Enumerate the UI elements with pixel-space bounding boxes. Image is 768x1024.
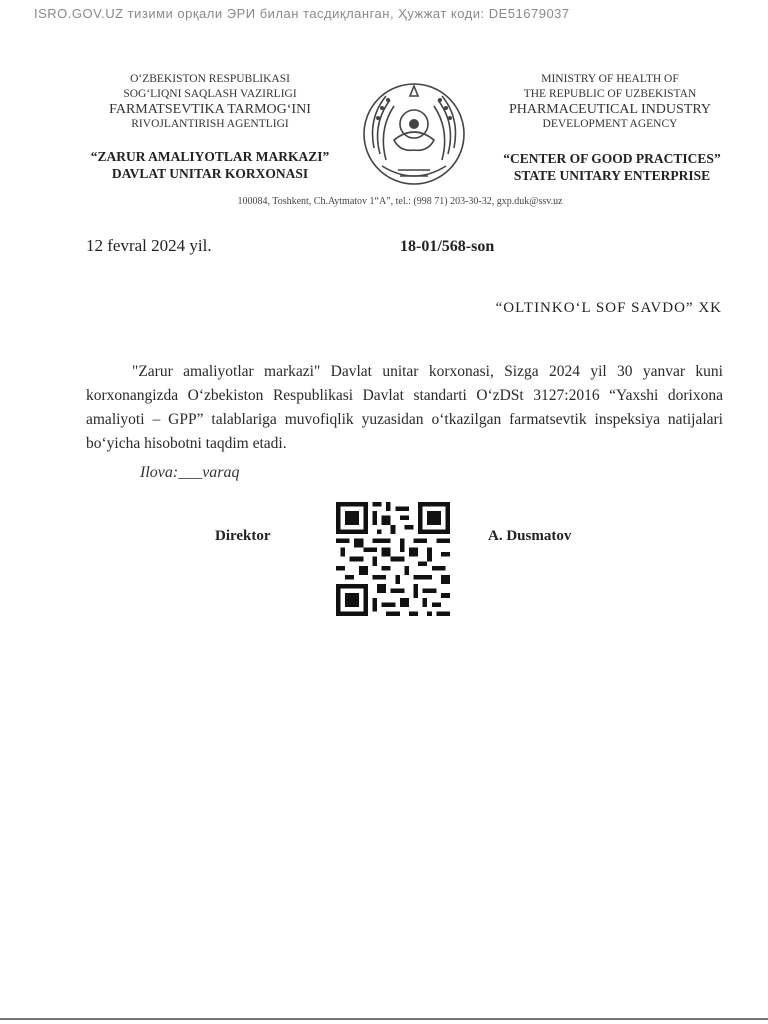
header-left-line4: RIVOJLANTIRISH AGENTLIGI [131, 118, 289, 130]
verification-stamp-text: ISRO.GOV.UZ тизими орқали ЭРИ билан тасдиқланган, Ҳужжат коди: DE51679037 [34, 6, 570, 21]
org-name-uz-line2: DAVLAT UNITAR KORXONASI [111, 166, 309, 181]
state-emblem-icon [358, 78, 470, 190]
header-left-line2: SOG‘LIQNI SAQLASH VAZIRLIGI [123, 88, 297, 100]
org-name-uz [60, 148, 360, 182]
qr-code-icon [332, 502, 454, 616]
address-line: 100084, Toshkent, Ch.Aytmatov 1“A”, tel.: (998 71) 203-30-32, gxp.duk@ssv.uz [237, 196, 563, 207]
org-name-uz-line1: “ZARUR AMALIYOTLAR MARKAZI” [90, 149, 330, 164]
signer-name: A. Dusmatov [488, 528, 572, 544]
org-name-en-line2: STATE UNITARY ENTERPRISE [513, 168, 711, 183]
header-left-line1: O‘ZBEKISTON RESPUBLIKASI [130, 73, 290, 85]
header-right-line4: DEVELOPMENT AGENCY [542, 118, 678, 130]
org-name-en-line1: “CENTER OF GOOD PRACTICES” [503, 151, 721, 166]
header-right-line3: PHARMACEUTICAL INDUSTRY [508, 102, 712, 117]
header-right-block [470, 72, 750, 132]
recipient: “OLTINKO‘L SOF SAVDO” XK [495, 300, 722, 316]
header-right-line1: MINISTRY OF HEALTH OF [541, 73, 679, 85]
header-left-block [90, 72, 330, 132]
attachment-note: Ilova:___varaq [140, 464, 240, 481]
letter-body: "Zarur amaliyotlar markazi" Davlat unitar korxonasi, Sizga 2024 yil 30 yanvar kuni korxonangizda O‘zbekiston Respublikasi Davlat standarti O‘zDSt 3127:2016 “Yaxshi dorixona amaliyoti – GPP” talablariga muvofiqlik yuzasidan o‘tkazilgan farmatsevtik inspeksiya natijalari bo‘yicha hisobotni taqdim etadi. [86, 363, 723, 452]
letter-number: 18-01/568-son [400, 238, 495, 255]
org-name-en [462, 150, 762, 184]
page-bottom-edge [0, 1018, 768, 1020]
header-left-line3: FARMATSEVTIKA TARMOG‘INI [109, 102, 311, 117]
letter-date: 12 fevral 2024 yil. [86, 236, 212, 255]
signer-role: Direktor [215, 528, 271, 544]
header-right-line2: THE REPUBLIC OF UZBEKISTAN [523, 88, 697, 100]
